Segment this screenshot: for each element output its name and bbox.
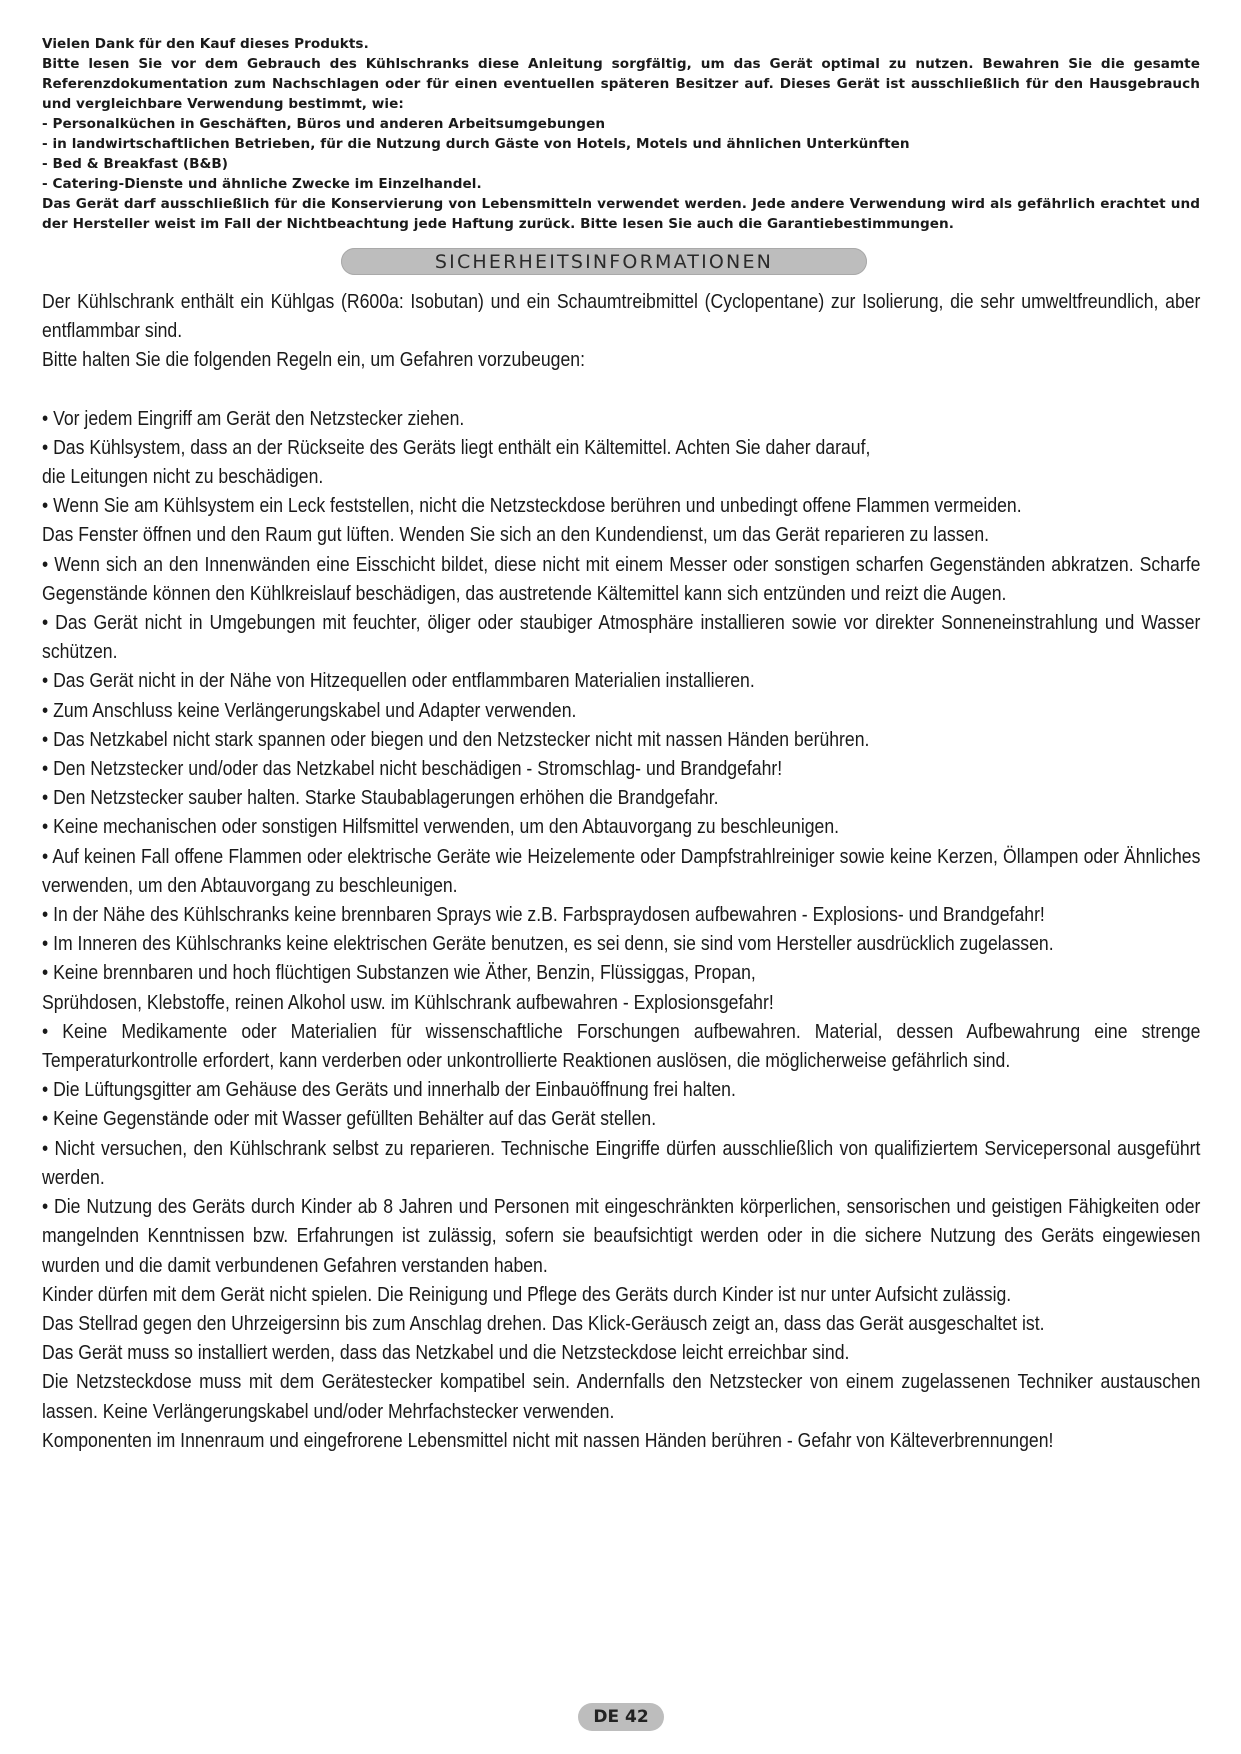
safety-line: • In der Nähe des Kühlschranks keine brennbaren Sprays wie z.B. Farbspraydosen aufbewahren - Explosions- und Brandgefahr! <box>42 903 1045 927</box>
safety-line: Das Fenster öffnen und den Raum gut lüften. Wenden Sie sich an den Kundendienst, um das Gerät reparieren zu lassen. <box>42 523 990 547</box>
safety-line: Das Stellrad gegen den Uhrzeigersinn bis zum Anschlag drehen. Das Klick-Geräusch zeigt an, dass das Gerät ausgeschaltet ist. <box>42 1311 1045 1335</box>
safety-line: • Das Gerät nicht in Umgebungen mit feuchter, öliger oder staubiger Atmosphäre installieren sowie vor direkter Sonneneinstrahlung und Wasser schützen. <box>42 611 1201 664</box>
intro-read-notice: Bitte lesen Sie vor dem Gebrauch des Kühlschranks diese Anleitung sorgfältig, um das Gerät optimal zu nutzen. Bewahren Sie die gesamte Referenzdokumentation zum Nachschlagen oder für einen eventuellen späteren Besitzer auf. Dieses Gerät ist ausschließlich für den Hausgebrauch und vergleichbare Verwendung bestimmt, wie: <box>42 56 1200 112</box>
safety-intro: Der Kühlschrank enthält ein Kühlgas (R600a: Isobutan) und ein Schaumtreibmittel (Cyclopentane) zur Isolierung, die sehr umweltfreundlich, aber entflammbar sind. <box>42 290 1201 343</box>
safety-line: • Die Nutzung des Geräts durch Kinder ab 8 Jahren und Personen mit eingeschränkten körperlichen, sensorischen und geistigen Fähigkeiten oder mangelnden Kenntnissen bzw. Erfahrungen ist zulässig, sofern sie beaufsichtigt werden oder in die sichere Nutzung des Geräts eingewiesen wurden und die damit verbundenen Gefahren verstanden haben. <box>42 1195 1201 1277</box>
safety-line: • Auf keinen Fall offene Flammen oder elektrische Geräte wie Heizelemente oder Dampfstrahlreiniger sowie keine Kerzen, Öllampen oder Ähnliches verwenden, um den Abtauvorgang zu beschleunigen. <box>42 844 1201 897</box>
safety-rules-intro: Bitte halten Sie die folgenden Regeln ein, um Gefahren vorzubeugen: <box>42 348 585 372</box>
intro-use-item: - Bed & Breakfast (B&B) <box>42 156 229 172</box>
safety-line: • Vor jedem Eingriff am Gerät den Netzstecker ziehen. <box>42 406 465 430</box>
safety-line: Komponenten im Innenraum und eingefrorene Lebensmittel nicht mit nassen Händen berühren - Gefahr von Kälteverbrennungen! <box>42 1428 1054 1452</box>
safety-line: • Keine Gegenstände oder mit Wasser gefüllten Behälter auf das Gerät stellen. <box>42 1107 657 1131</box>
intro-liability: Das Gerät darf ausschließlich für die Konservierung von Lebensmitteln verwendet werden. Jede andere Verwendung wird als gefährlich erachtet und der Hersteller weist im Fall der Nichtbeachtung jede Haftung zurück. Bitte lesen Sie auch die Garantiebestimmungen. <box>42 196 1200 232</box>
safety-line: Das Gerät muss so installiert werden, dass das Netzkabel und die Netzsteckdose leicht erreichbar sind. <box>42 1341 850 1365</box>
intro-use-item: - in landwirtschaftlichen Betrieben, für die Nutzung durch Gäste von Hotels, Motels und ähnlichen Unterkünften <box>42 136 910 152</box>
safety-line: die Leitungen nicht zu beschädigen. <box>42 465 324 489</box>
safety-line: • Die Lüftungsgitter am Gehäuse des Geräts und innerhalb der Einbauöffnung frei halten. <box>42 1078 736 1102</box>
safety-line: • Das Gerät nicht in der Nähe von Hitzequellen oder entflammbaren Materialien installieren. <box>42 669 755 693</box>
section-title: SICHERHEITSINFORMATIONEN <box>341 248 867 275</box>
safety-line: • Zum Anschluss keine Verlängerungskabel und Adapter verwenden. <box>42 698 577 722</box>
intro-block <box>42 34 1200 234</box>
safety-line: Sprühdosen, Klebstoffe, reinen Alkohol usw. im Kühlschrank aufbewahren - Explosionsgefahr! <box>42 990 774 1014</box>
intro-use-item: - Catering-Dienste und ähnliche Zwecke im Einzelhandel. <box>42 176 482 192</box>
safety-line: • Keine mechanischen oder sonstigen Hilfsmittel verwenden, um den Abtauvorgang zu beschleunigen. <box>42 815 840 839</box>
safety-line: Die Netzsteckdose muss mit dem Gerätestecker kompatibel sein. Andernfalls den Netzstecker von einem zugelassenen Techniker austauschen lassen. Keine Verlängerungskabel und/oder Mehrfachstecker verwenden. <box>42 1370 1201 1423</box>
safety-line: • Keine brennbaren und hoch flüchtigen Substanzen wie Äther, Benzin, Flüssiggas, Propan, <box>42 961 756 985</box>
safety-line: • Nicht versuchen, den Kühlschrank selbst zu reparieren. Technische Eingriffe dürfen ausschließlich von qualifiziertem Servicepersonal ausgeführt werden. <box>42 1136 1201 1189</box>
spacer <box>42 375 1200 404</box>
safety-line: • Im Inneren des Kühlschranks keine elektrischen Geräte benutzen, es sei denn, sie sind vom Hersteller ausdrücklich zugelassen. <box>42 932 1054 956</box>
safety-line: • Den Netzstecker sauber halten. Starke Staubablagerungen erhöhen die Brandgefahr. <box>42 786 719 810</box>
safety-line: Kinder dürfen mit dem Gerät nicht spielen. Die Reinigung und Pflege des Geräts durch Kinder ist nur unter Aufsicht zulässig. <box>42 1282 1012 1306</box>
safety-line: • Keine Medikamente oder Materialien für wissenschaftliche Forschungen aufbewahren. Material, dessen Aufbewahrung eine strenge Temperaturkontrolle erfordert, kann verderben oder unkontrollierte Reaktionen auslösen, die möglicherweise gefährlich sind. <box>42 1019 1201 1073</box>
safety-line: • Das Netzkabel nicht stark spannen oder biegen und den Netzstecker nicht mit nassen Händen berühren. <box>42 727 870 751</box>
safety-line: • Wenn sich an den Innenwänden eine Eisschicht bildet, diese nicht mit einem Messer oder sonstigen scharfen Gegenständen abkratzen. Scharfe Gegenstände können den Kühlkreislauf beschädigen, das austretende Kältemittel kann sich entzünden und reizt die Augen. <box>42 552 1201 605</box>
intro-thanks: Vielen Dank für den Kauf dieses Produkts. <box>42 36 369 52</box>
safety-line: • Wenn Sie am Kühlsystem ein Leck feststellen, nicht die Netzsteckdose berühren und unbedingt offene Flammen vermeiden. <box>42 494 1022 518</box>
safety-line: • Den Netzstecker und/oder das Netzkabel nicht beschädigen - Stromschlag- und Brandgefahr! <box>42 757 783 781</box>
intro-use-item: - Personalküchen in Geschäften, Büros und anderen Arbeitsumgebungen <box>42 116 606 132</box>
safety-line: • Das Kühlsystem, dass an der Rückseite des Geräts liegt enthält ein Kältemittel. Achten Sie daher darauf, <box>42 435 871 459</box>
page-number-badge: DE 42 <box>578 1703 664 1731</box>
safety-text <box>42 287 1200 1455</box>
